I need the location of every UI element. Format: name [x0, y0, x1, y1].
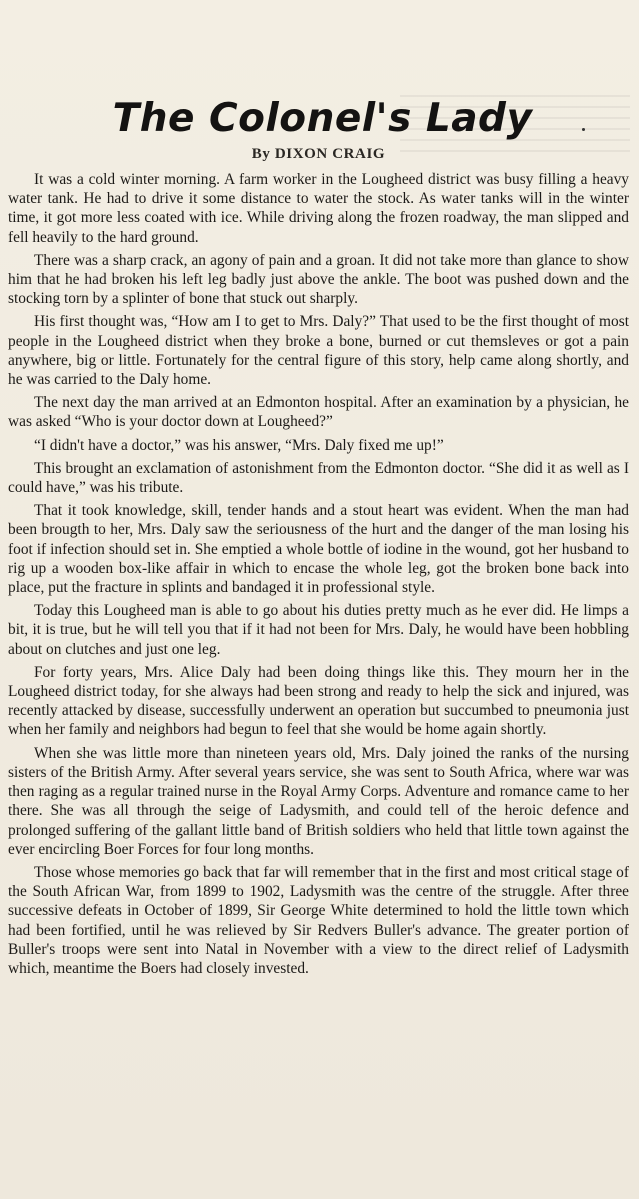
article-byline: By DIXON CRAIG: [251, 146, 386, 162]
paragraph: Today this Lougheed man is able to go about his duties pretty much as he ever did. He limps a bit, it is true, but he will tell you that if it had not been for Mrs. Daly, he would have been hobbling about on clutches and just one leg.: [8, 602, 629, 658]
paragraph: His first thought was, “How am I to get to Mrs. Daly?” That used to be the first thought of most people in the Lougheed district when they broke a bone, burned or cut themsleves or got a pain anywhere, big or little. Fortunately for the central figure of this story, help came along shortly, and he was carried to the Daly home.: [8, 313, 629, 389]
paragraph: That it took knowledge, skill, tender hands and a stout heart was evident. When the man had been brougth to her, Mrs. Daly saw the seriousness of the hurt and the danger of the man losing his foot if infection should set in. She emptied a whole bottle of iodine in the wound, got her husband to rig up a wooden box-like affair in which to encase the whole leg, got the broken bone back into place, put the fracture in splints and bandaged it in professional style.: [8, 502, 629, 597]
paragraph: Those whose memories go back that far will remember that in the first and most critical stage of the South African War, from 1899 to 1902, Ladysmith was the centre of the struggle. After three successive defeats in October of 1899, Sir George White determined to hold the little town which had been fortified, until he was relieved by Sir Redvers Buller's advance. The greater portion of Buller's troops were sent into Natal in November with a view to the direct relief of Ladysmith which, meantime the Boers had closely invested.: [8, 863, 629, 977]
paragraph: There was a sharp crack, an agony of pain and a groan. It did not take more than glance to show him that he had broken his left leg badly just above the ankle. The boot was pushed down and the stocking torn by a splinter of bone that stuck out sharply.: [8, 251, 629, 308]
paragraph: For forty years, Mrs. Alice Daly had been doing things like this. They mourn her in the Lougheed district today, for she always had been strong and ready to help the sick and injured, was recently attacked by disease, successfully underwent an operation but succumbed to pneumonia just when her family and neighbors had begun to feel that she would be home again shortly.: [8, 663, 629, 739]
paragraph: This brought an exclamation of astonishment from the Edmonton doctor. “She did it as well as I could have,” was his tribute.: [8, 459, 629, 497]
paragraph: It was a cold winter morning. A farm worker in the Lougheed district was busy filling a heavy water tank. He had to drive it some distance to water the stock. As water tanks will in the winter time, it got more less coated with ice. While driving along the frozen roadway, the man slipped and fell heavily to the hard ground.: [8, 171, 629, 246]
article-body: [8, 170, 629, 978]
paragraph: When she was little more than nineteen years old, Mrs. Daly joined the ranks of the nursing sisters of the British Army. After several years service, she was sent to South Africa, where war was then raging as a regular trained nurse in the Royal Army Corps. Adventure and romance came to her there. She was all through the seige of Ladysmith, and could tell of the heroic defence and prolonged suffering of the gallant little band of British soldiers who held that little town against the ever encircling Boer Forces for four long months.: [8, 744, 629, 858]
paragraph: The next day the man arrived at an Edmonton hospital. After an examination by a physician, he was asked “Who is your doctor down at Lougheed?”: [8, 394, 629, 431]
paragraph: “I didn't have a doctor,” was his answer, “Mrs. Daly fixed me up!”: [34, 436, 444, 454]
article-title: The Colonel's Lady: [112, 96, 533, 141]
